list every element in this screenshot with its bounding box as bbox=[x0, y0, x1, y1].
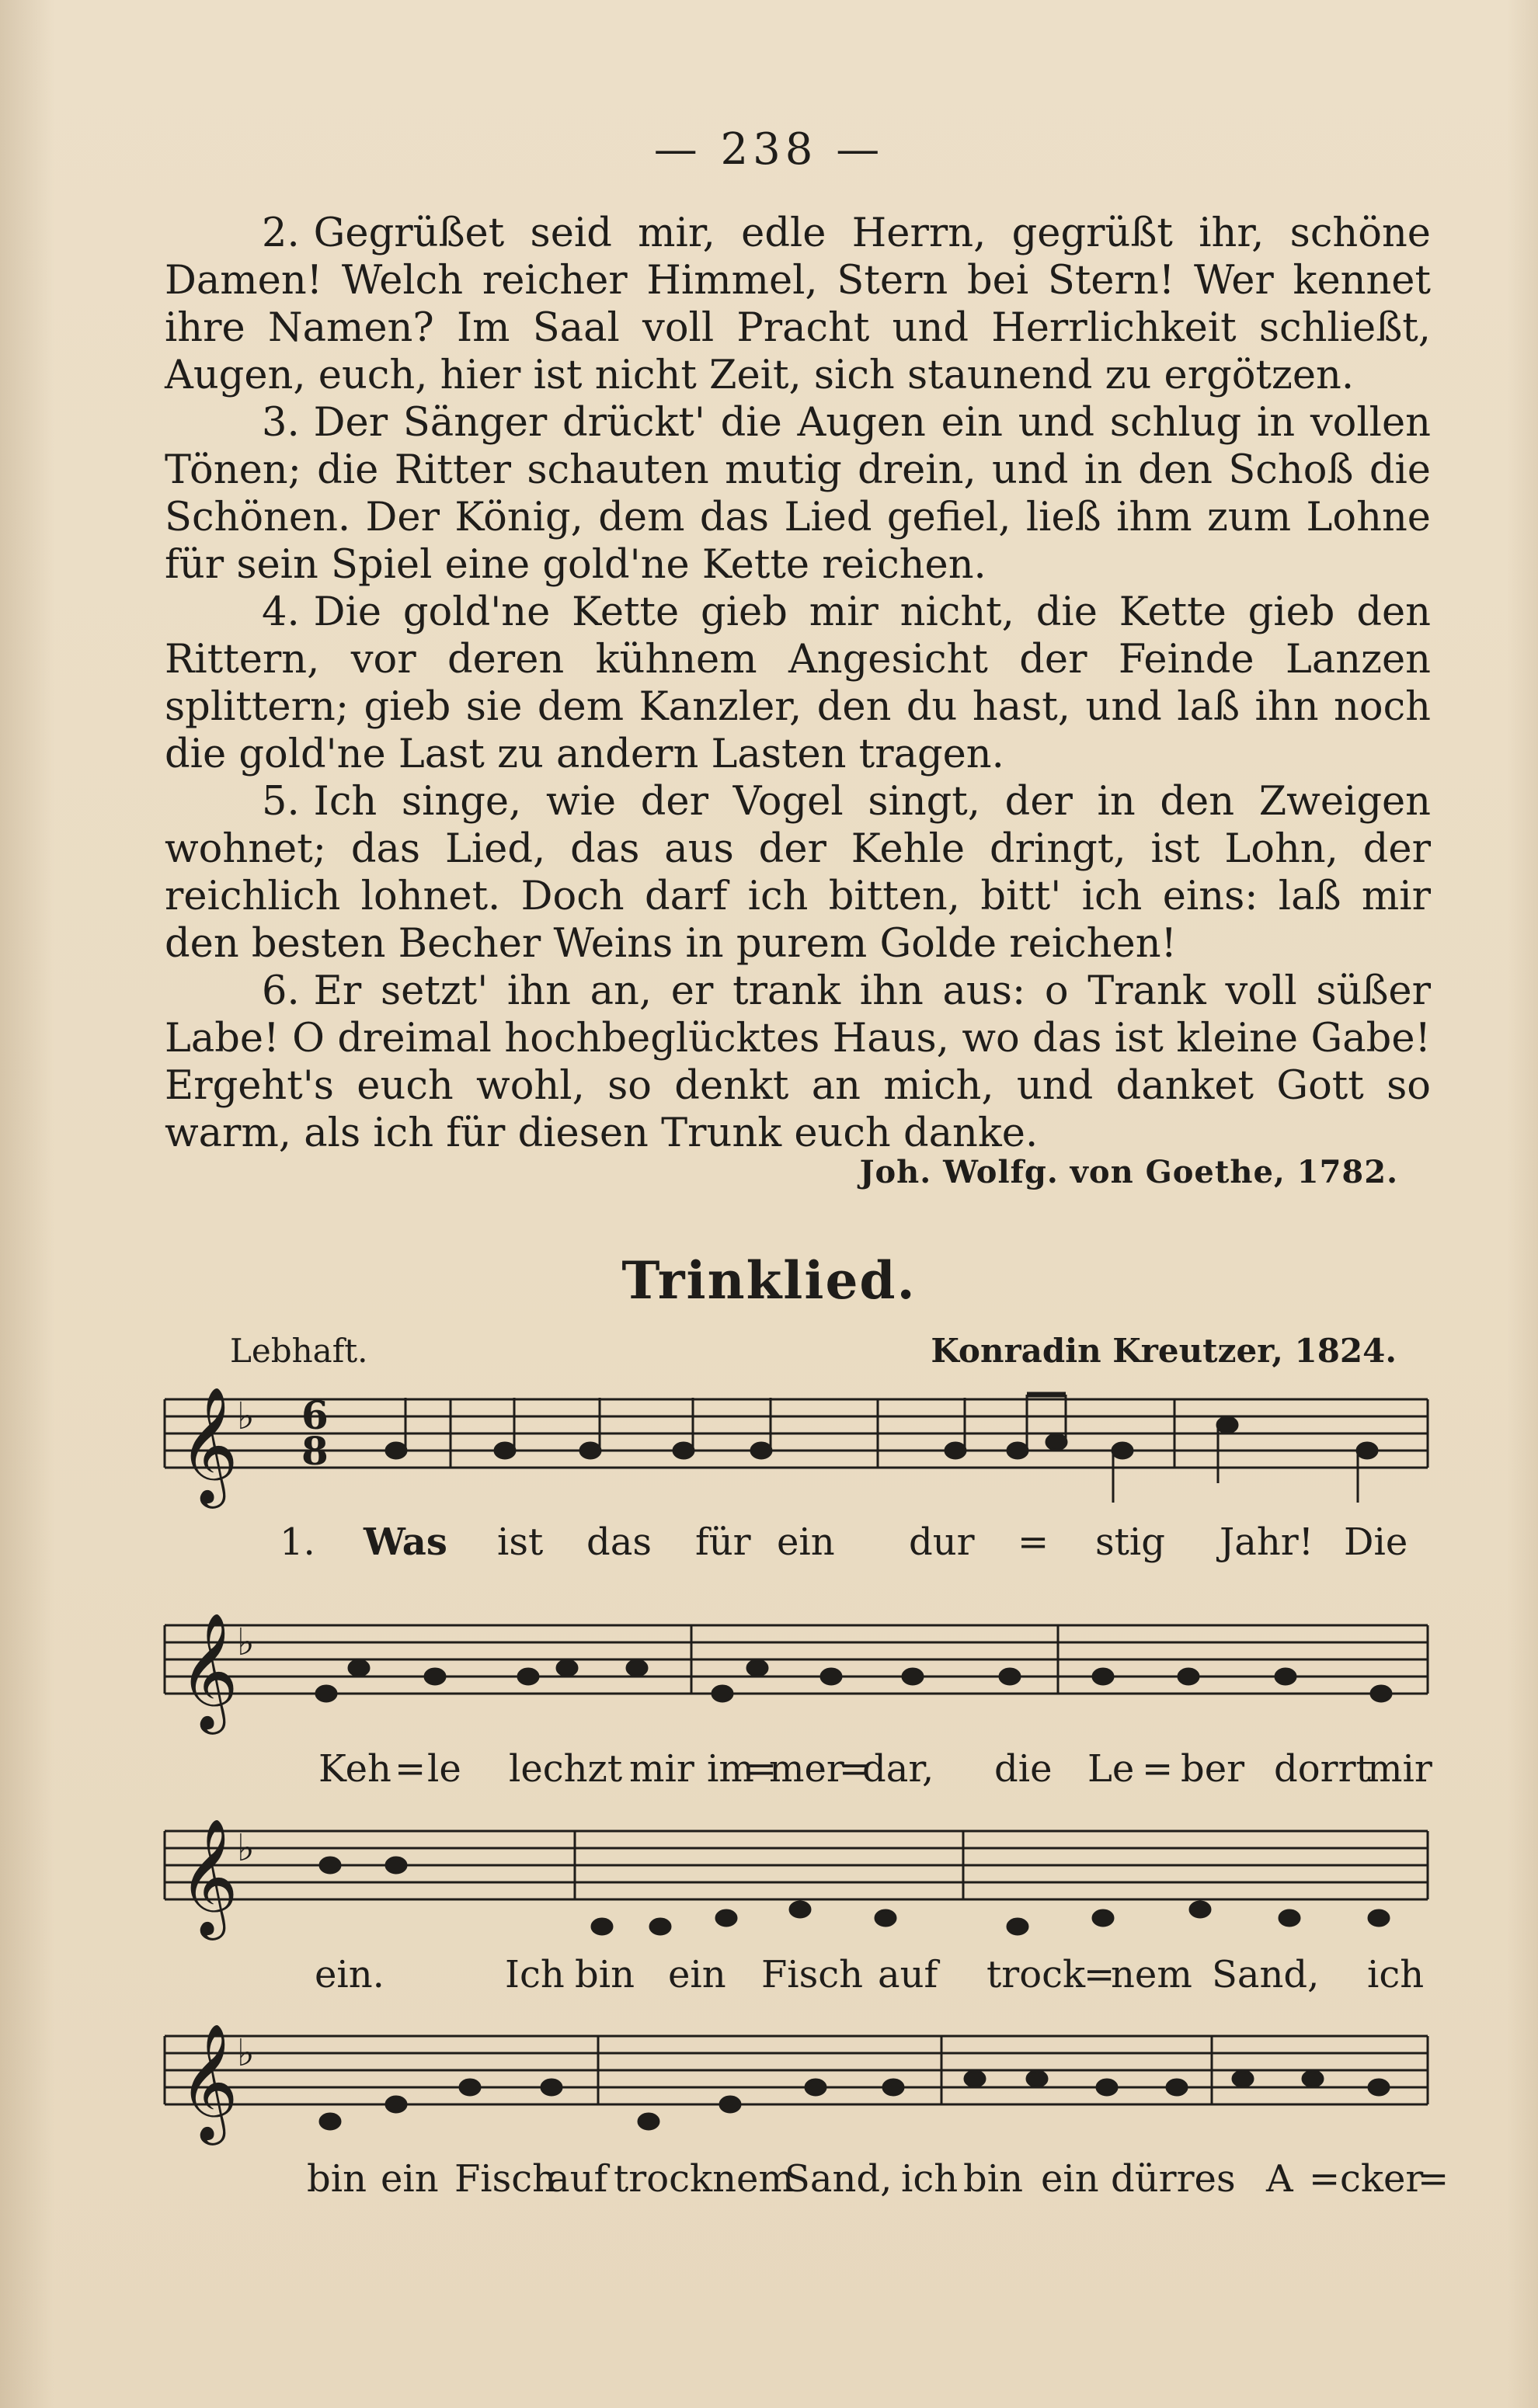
lyric-syllable: = bbox=[1309, 2157, 1341, 2201]
lyric-syllable: bin bbox=[575, 1953, 635, 1996]
treble-clef-icon: 𝄞 bbox=[179, 1385, 238, 1503]
time-signature-bottom: 8 bbox=[301, 1428, 329, 1474]
lyric-syllable: Fisch bbox=[761, 1953, 864, 1996]
lyric-syllable: dar, bbox=[862, 1747, 934, 1791]
attribution: Joh. Wolfg. von Goethe, 1782. bbox=[859, 1154, 1398, 1190]
page-number: — 238 — bbox=[653, 124, 885, 175]
lyric-syllable: Sand, bbox=[1212, 1953, 1320, 1996]
verse-number: 6. bbox=[262, 968, 300, 1014]
treble-clef-icon: 𝄞 bbox=[179, 2022, 238, 2140]
lyric-syllable: Ich bbox=[505, 1953, 565, 1996]
verse-text: Die gold'ne Kette gieb mir nicht, die Kette gieb den Rittern, vor deren kühnem Angesicht der Feinde Lanzen splittern; gieb sie dem Kanzler, den du hast, und laß ihn noch die gold'ne Last zu andern Lasten tragen. bbox=[165, 589, 1431, 777]
lyric-syllable: trocknem bbox=[614, 2157, 794, 2201]
lyric-syllable: bin bbox=[307, 2157, 367, 2201]
verse-number: 5. bbox=[262, 779, 300, 825]
lyric-syllable: = bbox=[746, 1747, 778, 1791]
lyric-syllable: ein bbox=[668, 1953, 726, 1996]
lyric-syllable: für bbox=[695, 1520, 751, 1564]
verse-text: Er setzt' ihn an, er trank ihn aus: o Trank voll süßer Labe! O dreimal hochbeglücktes Haus, wo das ist kleine Gabe! Ergeht's euch wohl, so denkt an mich, und danket Gott so warm, als ich für diesen Trunk euch danke. bbox=[165, 968, 1431, 1156]
tempo-marking: Lebhaft. bbox=[230, 1332, 368, 1370]
flat-icon: ♭ bbox=[237, 1395, 255, 1438]
flat-icon: ♭ bbox=[237, 1826, 255, 1870]
lyric-syllable: bin bbox=[963, 2157, 1023, 2201]
lyric-syllable: ein bbox=[381, 2157, 439, 2201]
lyric-syllable: ich bbox=[1367, 1953, 1425, 1996]
flat-icon: ♭ bbox=[237, 1621, 255, 1664]
lyric-syllable: Jahr! bbox=[1220, 1520, 1314, 1564]
verse-text: Gegrüßet seid mir, edle Herrn, gegrüßt ihr, schöne Damen! Welch reicher Himmel, Stern bei Stern! Wer kennet ihre Namen? Im Saal voll Pracht und Herrlichkeit schließt, Augen, euch, hier ist nicht Zeit, sich staunend zu ergötzen. bbox=[165, 210, 1431, 398]
verse-number: 4. bbox=[262, 589, 300, 635]
lyric-syllable: A bbox=[1266, 2157, 1293, 2201]
staff-system-2 bbox=[165, 1625, 1428, 1694]
song-title: Trinklied. bbox=[621, 1250, 917, 1311]
lyric-syllable: Was bbox=[364, 1520, 447, 1564]
verse-text: Der Sänger drückt' die Augen ein und schlug in vollen Tönen; die Ritter schauten mutig drein, und in den Schoß die Schönen. Der König, dem das Lied gefiel, ließ ihm zum Lohne für sein Spiel eine gold'ne Kette reichen. bbox=[165, 400, 1431, 588]
staff-system-4 bbox=[165, 2036, 1428, 2104]
lyric-syllable: stig bbox=[1095, 1520, 1165, 1564]
verse-number: 2. bbox=[262, 210, 300, 256]
lyric-syllable: = bbox=[1018, 1520, 1049, 1564]
composer-credit: Konradin Kreutzer, 1824. bbox=[931, 1332, 1397, 1370]
lyric-syllable: auf bbox=[548, 2157, 608, 2201]
lyric-syllable: 1. bbox=[280, 1520, 315, 1564]
lyric-syllable: dur bbox=[909, 1520, 975, 1564]
lyric-syllable: Le bbox=[1087, 1747, 1135, 1791]
lyric-syllable: = bbox=[395, 1747, 426, 1791]
lyric-syllable: Die bbox=[1344, 1520, 1408, 1564]
lyric-syllable: ein bbox=[777, 1520, 835, 1564]
treble-clef-icon: 𝄞 bbox=[179, 1611, 238, 1729]
lyric-syllable: le bbox=[427, 1747, 461, 1791]
verse-text: Ich singe, wie der Vogel singt, der in den Zweigen wohnet; das Lied, das aus der Kehle dringt, ist Lohn, der reichlich lohnet. Doch darf ich bitten, bitt' ich eins: laß mir den besten Becher Weins in purem Golde reichen! bbox=[165, 779, 1431, 967]
lyric-syllable: nem bbox=[1111, 1953, 1192, 1996]
flat-icon: ♭ bbox=[237, 2031, 255, 2075]
treble-clef-icon: 𝄞 bbox=[179, 1817, 238, 1935]
lyric-syllable: = bbox=[1142, 1747, 1174, 1791]
staff-system-1 bbox=[165, 1399, 1428, 1468]
lyric-syllable: die bbox=[994, 1747, 1053, 1791]
lyric-syllable: Fisch bbox=[454, 2157, 557, 2201]
lyric-syllable: dorrt bbox=[1274, 1747, 1371, 1791]
lyric-syllable: = bbox=[839, 1747, 871, 1791]
staff-system-3 bbox=[165, 1831, 1428, 1899]
lyric-syllable: lechzt bbox=[509, 1747, 623, 1791]
lyric-syllable: das bbox=[586, 1520, 652, 1564]
lyric-syllable: cker bbox=[1340, 2157, 1424, 2201]
lyric-syllable: = bbox=[1418, 2157, 1449, 2201]
lyric-syllable: im bbox=[707, 1747, 754, 1791]
verse-number: 3. bbox=[262, 400, 300, 446]
lyric-syllable: Keh bbox=[318, 1747, 391, 1791]
lyric-syllable: ber bbox=[1181, 1747, 1245, 1791]
lyric-syllable: ist bbox=[497, 1520, 544, 1564]
lyric-syllable: mir bbox=[1367, 1747, 1432, 1791]
lyric-syllable: mer bbox=[769, 1747, 844, 1791]
lyric-syllable: mir bbox=[629, 1747, 694, 1791]
time-signature-top: 6 bbox=[301, 1392, 329, 1438]
lyric-syllable: = bbox=[1084, 1953, 1115, 1996]
lyric-syllable: Sand, bbox=[785, 2157, 893, 2201]
lyric-syllable: ein. bbox=[315, 1953, 384, 1996]
lyric-syllable: ein bbox=[1041, 2157, 1099, 2201]
lyric-syllable: trock bbox=[986, 1953, 1086, 1996]
lyric-syllable: dürres bbox=[1111, 2157, 1236, 2201]
lyric-syllable: auf bbox=[878, 1953, 938, 1996]
lyric-syllable: ich bbox=[901, 2157, 959, 2201]
